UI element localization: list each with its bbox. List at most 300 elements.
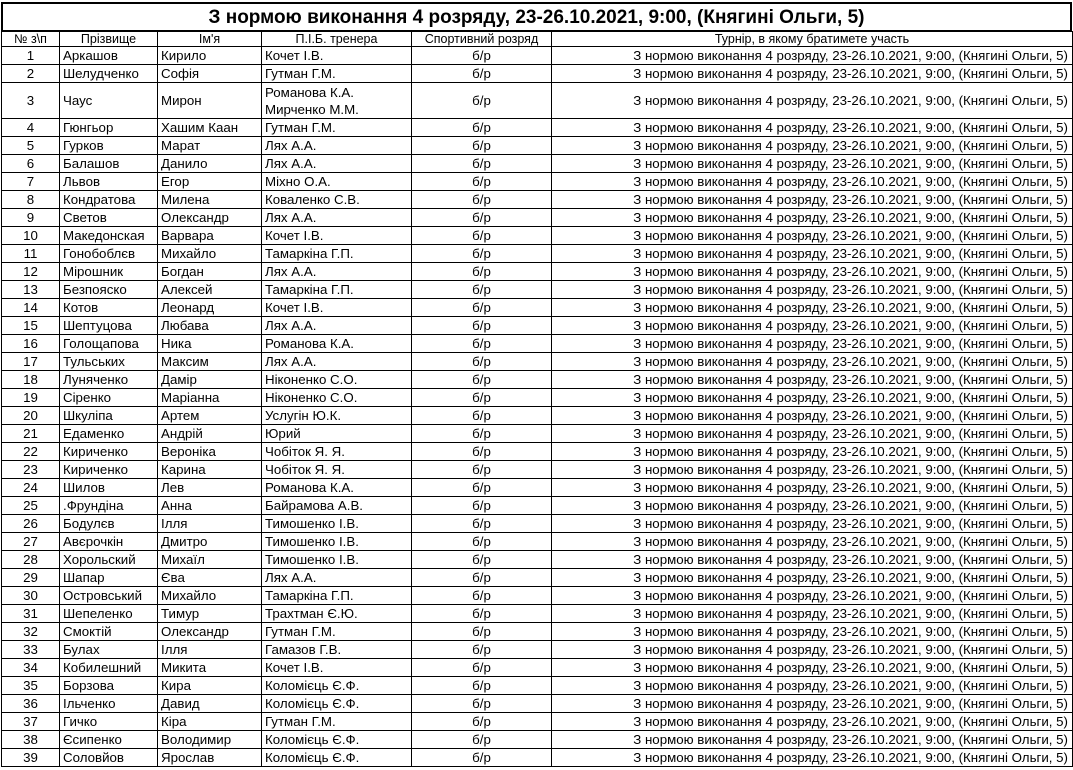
- cell-name[interactable]: Давид: [158, 695, 262, 713]
- cell-tournament[interactable]: З нормою виконання 4 розряду, 23-26.10.2021, 9:00, (Княгині Ольги, 5): [552, 389, 1073, 407]
- cell-coach[interactable]: [262, 335, 412, 353]
- cell-coach[interactable]: [262, 695, 412, 713]
- cell-surname[interactable]: Гичко: [60, 713, 158, 731]
- cell-name[interactable]: Ника: [158, 335, 262, 353]
- table-row: [2, 623, 1073, 641]
- cell-name[interactable]: Дамір: [158, 371, 262, 389]
- cell-num[interactable]: 2: [2, 65, 60, 83]
- cell-surname[interactable]: Мірошник: [60, 263, 158, 281]
- cell-rank[interactable]: б/р: [412, 245, 552, 263]
- cell-coach[interactable]: [262, 713, 412, 731]
- cell-tournament[interactable]: З нормою виконання 4 розряду, 23-26.10.2021, 9:00, (Княгині Ольги, 5): [552, 515, 1073, 533]
- cell-surname[interactable]: Балашов: [60, 155, 158, 173]
- coach-name: Лях А.А.: [265, 138, 317, 153]
- cell-tournament[interactable]: З нормою виконання 4 розряду, 23-26.10.2021, 9:00, (Княгині Ольги, 5): [552, 605, 1073, 623]
- cell-surname[interactable]: Голощапова: [60, 335, 158, 353]
- cell-rank[interactable]: б/р: [412, 515, 552, 533]
- cell-num[interactable]: 38: [2, 731, 60, 749]
- coach-name: Міхно О.А.: [265, 174, 331, 189]
- cell-rank[interactable]: б/р: [412, 209, 552, 227]
- table-row: [2, 713, 1073, 731]
- coach-name: Коломієць Є.Ф.: [265, 750, 360, 765]
- cell-tournament[interactable]: З нормою виконання 4 розряду, 23-26.10.2021, 9:00, (Княгині Ольги, 5): [552, 695, 1073, 713]
- cell-num[interactable]: 34: [2, 659, 60, 677]
- cell-surname[interactable]: Тульських: [60, 353, 158, 371]
- cell-surname[interactable]: Ільченко: [60, 695, 158, 713]
- cell-rank[interactable]: б/р: [412, 371, 552, 389]
- table-row: [2, 731, 1073, 749]
- cell-coach[interactable]: [262, 47, 412, 65]
- cell-surname[interactable]: Кириченко: [60, 461, 158, 479]
- cell-num[interactable]: 36: [2, 695, 60, 713]
- table-row: [2, 47, 1073, 65]
- cell-rank[interactable]: б/р: [412, 659, 552, 677]
- cell-surname[interactable]: Аркашов: [60, 47, 158, 65]
- cell-coach[interactable]: [262, 353, 412, 371]
- cell-tournament[interactable]: З нормою виконання 4 розряду, 23-26.10.2021, 9:00, (Княгині Ольги, 5): [552, 731, 1073, 749]
- cell-surname[interactable]: Кондратова: [60, 191, 158, 209]
- cell-num[interactable]: 11: [2, 245, 60, 263]
- header-name: Ім'я: [158, 32, 262, 47]
- table-row: [2, 407, 1073, 425]
- cell-rank[interactable]: б/р: [412, 407, 552, 425]
- cell-rank[interactable]: б/р: [412, 461, 552, 479]
- cell-rank[interactable]: б/р: [412, 497, 552, 515]
- cell-coach[interactable]: [262, 263, 412, 281]
- cell-tournament[interactable]: З нормою виконання 4 розряду, 23-26.10.2021, 9:00, (Княгині Ольги, 5): [552, 551, 1073, 569]
- cell-tournament[interactable]: З нормою виконання 4 розряду, 23-26.10.2021, 9:00, (Княгині Ольги, 5): [552, 119, 1073, 137]
- header-surname: Прізвище: [60, 32, 158, 47]
- coach-name: Тимошенко І.В.: [265, 534, 359, 549]
- coach-name: Лях А.А.: [265, 354, 317, 369]
- coach-name: Тамаркіна Г.П.: [265, 282, 354, 297]
- cell-surname[interactable]: Шептуцова: [60, 317, 158, 335]
- cell-coach[interactable]: [262, 677, 412, 695]
- cell-rank[interactable]: б/р: [412, 335, 552, 353]
- cell-num[interactable]: 10: [2, 227, 60, 245]
- cell-surname[interactable]: Бодулєв: [60, 515, 158, 533]
- cell-name[interactable]: Милена: [158, 191, 262, 209]
- cell-num[interactable]: 21: [2, 425, 60, 443]
- coach-name: Коломієць Є.Ф.: [265, 678, 360, 693]
- cell-coach[interactable]: [262, 443, 412, 461]
- cell-name[interactable]: Максим: [158, 353, 262, 371]
- coach-name: Лях А.А.: [265, 570, 317, 585]
- cell-tournament[interactable]: З нормою виконання 4 розряду, 23-26.10.2021, 9:00, (Княгині Ольги, 5): [552, 407, 1073, 425]
- cell-name[interactable]: Карина: [158, 461, 262, 479]
- cell-rank[interactable]: б/р: [412, 281, 552, 299]
- cell-num[interactable]: 32: [2, 623, 60, 641]
- table-row: [2, 605, 1073, 623]
- cell-num[interactable]: 6: [2, 155, 60, 173]
- cell-tournament[interactable]: З нормою виконання 4 розряду, 23-26.10.2021, 9:00, (Княгині Ольги, 5): [552, 425, 1073, 443]
- cell-tournament[interactable]: З нормою виконання 4 розряду, 23-26.10.2021, 9:00, (Княгині Ольги, 5): [552, 47, 1073, 65]
- cell-tournament[interactable]: З нормою виконання 4 розряду, 23-26.10.2021, 9:00, (Княгині Ольги, 5): [552, 245, 1073, 263]
- coach-name: Тимошенко І.В.: [265, 516, 359, 531]
- cell-name[interactable]: Ілля: [158, 515, 262, 533]
- cell-num[interactable]: 20: [2, 407, 60, 425]
- cell-surname[interactable]: .Фрундіна: [60, 497, 158, 515]
- cell-tournament[interactable]: З нормою виконання 4 розряду, 23-26.10.2021, 9:00, (Княгині Ольги, 5): [552, 335, 1073, 353]
- cell-surname[interactable]: Львов: [60, 173, 158, 191]
- coach-name: Байрамова А.В.: [265, 498, 364, 513]
- cell-coach[interactable]: [262, 245, 412, 263]
- cell-rank[interactable]: б/р: [412, 119, 552, 137]
- cell-surname[interactable]: Безпояско: [60, 281, 158, 299]
- cell-num[interactable]: 7: [2, 173, 60, 191]
- table-row: [2, 245, 1073, 263]
- cell-rank[interactable]: б/р: [412, 317, 552, 335]
- coach-name: Лях А.А.: [265, 156, 317, 171]
- cell-coach[interactable]: [262, 425, 412, 443]
- cell-tournament[interactable]: З нормою виконання 4 розряду, 23-26.10.2021, 9:00, (Княгині Ольги, 5): [552, 749, 1073, 767]
- coach-name: Гутман Г.М.: [265, 714, 336, 729]
- cell-surname[interactable]: Соловйов: [60, 749, 158, 767]
- cell-num[interactable]: 30: [2, 587, 60, 605]
- cell-coach[interactable]: [262, 605, 412, 623]
- coach-name: Мирченко М.М.: [265, 101, 359, 117]
- table-row: [2, 335, 1073, 353]
- cell-name[interactable]: Володимир: [158, 731, 262, 749]
- coach-name: Коломієць Є.Ф.: [265, 732, 360, 747]
- cell-num[interactable]: 3: [2, 83, 60, 119]
- cell-name[interactable]: Лев: [158, 479, 262, 497]
- table-row: [2, 749, 1073, 767]
- spreadsheet: [1, 2, 1072, 767]
- cell-coach[interactable]: [262, 281, 412, 299]
- cell-tournament[interactable]: З нормою виконання 4 розряду, 23-26.10.2021, 9:00, (Княгині Ольги, 5): [552, 281, 1073, 299]
- cell-coach[interactable]: [262, 173, 412, 191]
- coach-name: Чобіток Я. Я.: [265, 462, 345, 477]
- cell-tournament[interactable]: З нормою виконання 4 розряду, 23-26.10.2021, 9:00, (Княгині Ольги, 5): [552, 659, 1073, 677]
- cell-rank[interactable]: б/р: [412, 227, 552, 245]
- cell-rank[interactable]: б/р: [412, 605, 552, 623]
- cell-surname[interactable]: Смоктій: [60, 623, 158, 641]
- cell-name[interactable]: Ярослав: [158, 749, 262, 767]
- cell-surname[interactable]: Шилов: [60, 479, 158, 497]
- cell-surname[interactable]: Сіренко: [60, 389, 158, 407]
- cell-rank[interactable]: б/р: [412, 137, 552, 155]
- cell-tournament[interactable]: З нормою виконання 4 розряду, 23-26.10.2021, 9:00, (Княгині Ольги, 5): [552, 461, 1073, 479]
- cell-num[interactable]: 13: [2, 281, 60, 299]
- coach-name: Романова К.А.: [265, 336, 354, 351]
- cell-coach[interactable]: [262, 587, 412, 605]
- cell-name[interactable]: Андрій: [158, 425, 262, 443]
- cell-name[interactable]: Ілля: [158, 641, 262, 659]
- table-row: [2, 299, 1073, 317]
- cell-name[interactable]: Софія: [158, 65, 262, 83]
- cell-surname[interactable]: Кириченко: [60, 443, 158, 461]
- cell-surname[interactable]: Єсипенко: [60, 731, 158, 749]
- cell-name[interactable]: Богдан: [158, 263, 262, 281]
- cell-tournament[interactable]: З нормою виконання 4 розряду, 23-26.10.2021, 9:00, (Княгині Ольги, 5): [552, 299, 1073, 317]
- cell-rank[interactable]: б/р: [412, 677, 552, 695]
- cell-coach[interactable]: [262, 191, 412, 209]
- cell-name[interactable]: Анна: [158, 497, 262, 515]
- cell-num[interactable]: 23: [2, 461, 60, 479]
- cell-rank[interactable]: б/р: [412, 173, 552, 191]
- cell-rank[interactable]: б/р: [412, 65, 552, 83]
- cell-name[interactable]: Тимур: [158, 605, 262, 623]
- cell-num[interactable]: 29: [2, 569, 60, 587]
- coach-name: Трахтман Є.Ю.: [265, 606, 358, 621]
- cell-coach[interactable]: [262, 137, 412, 155]
- table-row: [2, 587, 1073, 605]
- cell-name[interactable]: Олександр: [158, 209, 262, 227]
- cell-surname[interactable]: Гюнгьор: [60, 119, 158, 137]
- cell-coach[interactable]: [262, 479, 412, 497]
- cell-tournament[interactable]: З нормою виконання 4 розряду, 23-26.10.2021, 9:00, (Княгині Ольги, 5): [552, 137, 1073, 155]
- table-row: [2, 353, 1073, 371]
- coach-name: Гутман Г.М.: [265, 624, 336, 639]
- coach-name: Тимошенко І.В.: [265, 552, 359, 567]
- cell-name[interactable]: Кіра: [158, 713, 262, 731]
- cell-tournament[interactable]: З нормою виконання 4 розряду, 23-26.10.2021, 9:00, (Княгині Ольги, 5): [552, 587, 1073, 605]
- cell-name[interactable]: Алексей: [158, 281, 262, 299]
- coach-name: Юрий: [265, 426, 301, 441]
- cell-name[interactable]: Вероніка: [158, 443, 262, 461]
- cell-num[interactable]: 24: [2, 479, 60, 497]
- cell-surname[interactable]: Гурков: [60, 137, 158, 155]
- cell-coach[interactable]: [262, 119, 412, 137]
- cell-tournament[interactable]: З нормою виконання 4 розряду, 23-26.10.2021, 9:00, (Княгині Ольги, 5): [552, 371, 1073, 389]
- cell-rank[interactable]: б/р: [412, 425, 552, 443]
- cell-name[interactable]: Марат: [158, 137, 262, 155]
- cell-rank[interactable]: б/р: [412, 533, 552, 551]
- cell-tournament[interactable]: З нормою виконання 4 розряду, 23-26.10.2021, 9:00, (Княгині Ольги, 5): [552, 479, 1073, 497]
- cell-num[interactable]: 26: [2, 515, 60, 533]
- cell-rank[interactable]: б/р: [412, 731, 552, 749]
- table-row: [2, 227, 1073, 245]
- cell-name[interactable]: Любава: [158, 317, 262, 335]
- cell-coach[interactable]: [262, 749, 412, 767]
- cell-coach[interactable]: [262, 317, 412, 335]
- cell-surname[interactable]: Чаус: [60, 83, 158, 119]
- cell-name[interactable]: Егор: [158, 173, 262, 191]
- cell-num[interactable]: 19: [2, 389, 60, 407]
- cell-surname[interactable]: Кобилешний: [60, 659, 158, 677]
- sheet-title: З нормою виконання 4 розряду, 23-26.10.2021, 9:00, (Княгині Ольги, 5): [1, 2, 1072, 31]
- cell-surname[interactable]: Едаменко: [60, 425, 158, 443]
- cell-rank[interactable]: б/р: [412, 623, 552, 641]
- cell-name[interactable]: Михайло: [158, 245, 262, 263]
- cell-num[interactable]: 1: [2, 47, 60, 65]
- cell-tournament[interactable]: З нормою виконання 4 розряду, 23-26.10.2021, 9:00, (Княгині Ольги, 5): [552, 713, 1073, 731]
- cell-rank[interactable]: б/р: [412, 191, 552, 209]
- cell-tournament[interactable]: З нормою виконання 4 розряду, 23-26.10.2021, 9:00, (Княгині Ольги, 5): [552, 677, 1073, 695]
- header-num: № з\п: [2, 32, 60, 47]
- cell-num[interactable]: 37: [2, 713, 60, 731]
- cell-surname[interactable]: Хорольский: [60, 551, 158, 569]
- cell-coach[interactable]: [262, 65, 412, 83]
- cell-rank[interactable]: б/р: [412, 389, 552, 407]
- cell-rank[interactable]: б/р: [412, 713, 552, 731]
- coach-name: Лях А.А.: [265, 318, 317, 333]
- cell-num[interactable]: 25: [2, 497, 60, 515]
- cell-coach[interactable]: [262, 299, 412, 317]
- cell-num[interactable]: 14: [2, 299, 60, 317]
- cell-surname[interactable]: Борзова: [60, 677, 158, 695]
- cell-tournament[interactable]: З нормою виконання 4 розряду, 23-26.10.2021, 9:00, (Княгині Ольги, 5): [552, 443, 1073, 461]
- cell-num[interactable]: 31: [2, 605, 60, 623]
- table-row: [2, 317, 1073, 335]
- table-row: [2, 371, 1073, 389]
- cell-rank[interactable]: б/р: [412, 47, 552, 65]
- cell-coach[interactable]: [262, 551, 412, 569]
- table-row: [2, 641, 1073, 659]
- cell-num[interactable]: 8: [2, 191, 60, 209]
- cell-num[interactable]: 28: [2, 551, 60, 569]
- table-row: [2, 659, 1073, 677]
- table-row: [2, 461, 1073, 479]
- cell-num[interactable]: 27: [2, 533, 60, 551]
- cell-coach[interactable]: [262, 155, 412, 173]
- coach-name: Романова К.А.: [265, 480, 354, 495]
- table-row: [2, 155, 1073, 173]
- table-row: [2, 515, 1073, 533]
- cell-tournament[interactable]: З нормою виконання 4 розряду, 23-26.10.2021, 9:00, (Княгині Ольги, 5): [552, 227, 1073, 245]
- table-row: [2, 389, 1073, 407]
- cell-name[interactable]: Артем: [158, 407, 262, 425]
- cell-coach[interactable]: [262, 461, 412, 479]
- cell-tournament[interactable]: З нормою виконання 4 розряду, 23-26.10.2021, 9:00, (Княгині Ольги, 5): [552, 191, 1073, 209]
- cell-tournament[interactable]: З нормою виконання 4 розряду, 23-26.10.2021, 9:00, (Княгині Ольги, 5): [552, 65, 1073, 83]
- cell-name[interactable]: Маріанна: [158, 389, 262, 407]
- cell-name[interactable]: Микита: [158, 659, 262, 677]
- cell-coach[interactable]: [262, 227, 412, 245]
- cell-num[interactable]: 39: [2, 749, 60, 767]
- cell-rank[interactable]: б/р: [412, 83, 552, 119]
- cell-coach[interactable]: [262, 371, 412, 389]
- cell-tournament[interactable]: З нормою виконання 4 розряду, 23-26.10.2021, 9:00, (Княгині Ольги, 5): [552, 569, 1073, 587]
- coach-name: Лях А.А.: [265, 210, 317, 225]
- cell-tournament[interactable]: З нормою виконання 4 розряду, 23-26.10.2021, 9:00, (Княгині Ольги, 5): [552, 209, 1073, 227]
- cell-coach[interactable]: [262, 515, 412, 533]
- coach-name: Гутман Г.М.: [265, 66, 336, 81]
- cell-surname[interactable]: Авєрочкін: [60, 533, 158, 551]
- cell-rank[interactable]: б/р: [412, 479, 552, 497]
- table-body: [2, 47, 1073, 767]
- header-tournament: Турнір, в якому братимете участь: [552, 32, 1073, 47]
- cell-num[interactable]: 18: [2, 371, 60, 389]
- cell-coach[interactable]: [262, 659, 412, 677]
- cell-rank[interactable]: б/р: [412, 695, 552, 713]
- cell-name[interactable]: Михайло: [158, 587, 262, 605]
- cell-surname[interactable]: Гонобоблєв: [60, 245, 158, 263]
- cell-surname[interactable]: Островський: [60, 587, 158, 605]
- cell-surname[interactable]: Шкуліпа: [60, 407, 158, 425]
- coach-name: Коваленко С.В.: [265, 192, 360, 207]
- cell-rank[interactable]: б/р: [412, 641, 552, 659]
- coach-name: Кочет І.В.: [265, 228, 324, 243]
- cell-tournament[interactable]: З нормою виконання 4 розряду, 23-26.10.2021, 9:00, (Княгині Ольги, 5): [552, 173, 1073, 191]
- table-row: [2, 83, 1073, 119]
- table-row: [2, 479, 1073, 497]
- cell-surname[interactable]: Македонская: [60, 227, 158, 245]
- cell-name[interactable]: Михаїл: [158, 551, 262, 569]
- cell-surname[interactable]: Котов: [60, 299, 158, 317]
- cell-rank[interactable]: б/р: [412, 749, 552, 767]
- cell-tournament[interactable]: З нормою виконання 4 розряду, 23-26.10.2021, 9:00, (Княгині Ольги, 5): [552, 263, 1073, 281]
- cell-num[interactable]: 12: [2, 263, 60, 281]
- cell-name[interactable]: Мирон: [158, 83, 262, 119]
- cell-coach[interactable]: [262, 623, 412, 641]
- table-row: [2, 695, 1073, 713]
- cell-name[interactable]: Леонард: [158, 299, 262, 317]
- table-row: [2, 551, 1073, 569]
- coach-name: Чобіток Я. Я.: [265, 444, 345, 459]
- cell-coach[interactable]: [262, 209, 412, 227]
- cell-rank[interactable]: б/р: [412, 353, 552, 371]
- cell-tournament[interactable]: З нормою виконання 4 розряду, 23-26.10.2021, 9:00, (Княгині Ольги, 5): [552, 497, 1073, 515]
- cell-num[interactable]: 16: [2, 335, 60, 353]
- cell-tournament[interactable]: З нормою виконання 4 розряду, 23-26.10.2021, 9:00, (Княгині Ольги, 5): [552, 83, 1073, 119]
- cell-coach[interactable]: [262, 407, 412, 425]
- cell-tournament[interactable]: З нормою виконання 4 розряду, 23-26.10.2021, 9:00, (Княгині Ольги, 5): [552, 353, 1073, 371]
- coach-name: Кочет І.В.: [265, 300, 324, 315]
- cell-surname[interactable]: Луняченко: [60, 371, 158, 389]
- table-row: [2, 119, 1073, 137]
- cell-coach[interactable]: [262, 731, 412, 749]
- cell-num[interactable]: 22: [2, 443, 60, 461]
- coach-name: Ніконенко С.О.: [265, 372, 358, 387]
- cell-coach[interactable]: [262, 569, 412, 587]
- cell-num[interactable]: 4: [2, 119, 60, 137]
- cell-coach[interactable]: [262, 641, 412, 659]
- cell-rank[interactable]: б/р: [412, 299, 552, 317]
- cell-surname[interactable]: Светов: [60, 209, 158, 227]
- coach-name: Тамаркіна Г.П.: [265, 246, 354, 261]
- cell-rank[interactable]: б/р: [412, 263, 552, 281]
- cell-tournament[interactable]: З нормою виконання 4 розряду, 23-26.10.2021, 9:00, (Княгині Ольги, 5): [552, 533, 1073, 551]
- cell-num[interactable]: 9: [2, 209, 60, 227]
- cell-num[interactable]: 33: [2, 641, 60, 659]
- cell-num[interactable]: 17: [2, 353, 60, 371]
- cell-surname[interactable]: Булах: [60, 641, 158, 659]
- cell-coach[interactable]: [262, 497, 412, 515]
- cell-surname[interactable]: Шепеленко: [60, 605, 158, 623]
- cell-name[interactable]: Данило: [158, 155, 262, 173]
- cell-name[interactable]: Кира: [158, 677, 262, 695]
- cell-coach[interactable]: [262, 389, 412, 407]
- cell-name[interactable]: Варвара: [158, 227, 262, 245]
- cell-rank[interactable]: б/р: [412, 443, 552, 461]
- cell-num[interactable]: 5: [2, 137, 60, 155]
- table-row: [2, 65, 1073, 83]
- cell-name[interactable]: Кирило: [158, 47, 262, 65]
- cell-surname[interactable]: Шелудченко: [60, 65, 158, 83]
- cell-tournament[interactable]: З нормою виконання 4 розряду, 23-26.10.2021, 9:00, (Княгині Ольги, 5): [552, 641, 1073, 659]
- table-row: [2, 173, 1073, 191]
- cell-rank[interactable]: б/р: [412, 155, 552, 173]
- cell-tournament[interactable]: З нормою виконання 4 розряду, 23-26.10.2021, 9:00, (Княгині Ольги, 5): [552, 155, 1073, 173]
- cell-name[interactable]: Єва: [158, 569, 262, 587]
- cell-name[interactable]: Хашим Каан: [158, 119, 262, 137]
- cell-coach[interactable]: [262, 533, 412, 551]
- cell-rank[interactable]: б/р: [412, 551, 552, 569]
- cell-tournament[interactable]: З нормою виконання 4 розряду, 23-26.10.2021, 9:00, (Княгині Ольги, 5): [552, 623, 1073, 641]
- cell-tournament[interactable]: З нормою виконання 4 розряду, 23-26.10.2021, 9:00, (Княгині Ольги, 5): [552, 317, 1073, 335]
- cell-rank[interactable]: б/р: [412, 587, 552, 605]
- cell-name[interactable]: Дмитро: [158, 533, 262, 551]
- cell-surname[interactable]: Шапар: [60, 569, 158, 587]
- coach-name: Гутман Г.М.: [265, 120, 336, 135]
- cell-coach[interactable]: [262, 83, 412, 119]
- cell-name[interactable]: Олександр: [158, 623, 262, 641]
- cell-num[interactable]: 15: [2, 317, 60, 335]
- cell-num[interactable]: 35: [2, 677, 60, 695]
- cell-rank[interactable]: б/р: [412, 569, 552, 587]
